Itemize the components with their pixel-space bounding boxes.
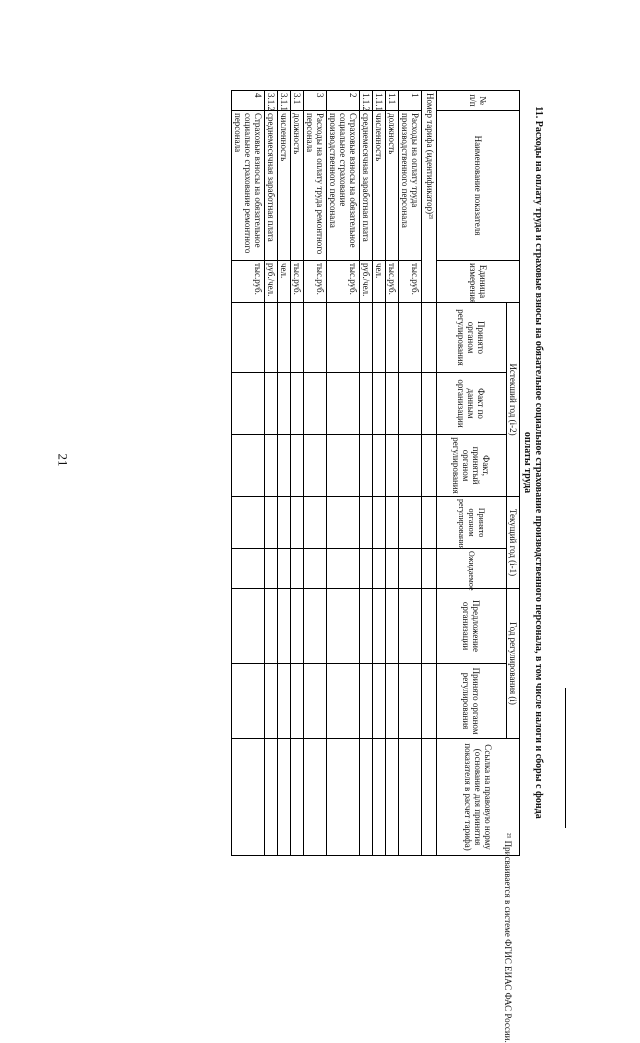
value-cell xyxy=(278,497,291,549)
header-name: Наименование показателя xyxy=(437,111,520,261)
footnote-divider xyxy=(565,688,566,828)
value-cell xyxy=(265,373,278,435)
row-unit: руб./чел. xyxy=(360,261,373,303)
value-cell xyxy=(278,664,291,739)
value-cell xyxy=(232,739,265,856)
row-number: 2 xyxy=(327,91,360,111)
value-cell xyxy=(373,589,386,664)
value-cell xyxy=(291,549,304,589)
value-cell xyxy=(291,497,304,549)
header-fact-by-org: Факт по данным организации xyxy=(437,373,507,435)
value-cell xyxy=(265,739,278,856)
value-cell xyxy=(278,303,291,373)
value-cell xyxy=(304,373,327,435)
table-row xyxy=(232,91,265,856)
value-cell xyxy=(399,303,422,373)
value-cell xyxy=(327,589,360,664)
value-cell xyxy=(399,589,422,664)
row-name: Расходы на оплату труда ремонтного персонала xyxy=(304,111,327,261)
row-unit: чел. xyxy=(278,261,291,303)
header-current-approved: Принято органом регулирования xyxy=(437,497,507,549)
footnote: ²¹ Присваивается в системе ФГИС ЕИАС ФАС России. xyxy=(503,833,513,1043)
value-cell xyxy=(386,549,399,589)
value-cell xyxy=(291,435,304,497)
value-cell xyxy=(327,739,360,856)
header-legal-ref: Ссылка на правовую норму (основание для принятия показателя в расчет тарифа) xyxy=(437,739,520,856)
table-row xyxy=(278,91,291,856)
value-cell xyxy=(304,549,327,589)
value-cell xyxy=(278,739,291,856)
row-unit: тыс.руб. xyxy=(327,261,360,303)
row-name: численность xyxy=(373,111,386,261)
row-name: численность xyxy=(278,111,291,261)
value-cell xyxy=(399,549,422,589)
table-row xyxy=(373,91,386,856)
value-cell xyxy=(291,373,304,435)
value-cell xyxy=(291,589,304,664)
value-cell xyxy=(373,497,386,549)
value-cell xyxy=(232,373,265,435)
header-unit: Единица измерения xyxy=(437,261,520,303)
value-cell xyxy=(360,497,373,549)
value-cell xyxy=(304,497,327,549)
row-name: Расходы на оплату труда производственного персонала xyxy=(399,111,422,261)
value-cell xyxy=(304,664,327,739)
value-cell xyxy=(399,739,422,856)
header-approved-by-regulator: Принято органом регулирования xyxy=(437,303,507,373)
value-cell xyxy=(278,373,291,435)
value-cell xyxy=(386,373,399,435)
value-cell xyxy=(232,303,265,373)
header-num: № п/п xyxy=(437,91,520,111)
table-row xyxy=(291,91,304,856)
row-unit: тыс.руб. xyxy=(291,261,304,303)
row-number: 3 xyxy=(304,91,327,111)
row-number: 3.1 xyxy=(291,91,304,111)
value-cell xyxy=(265,303,278,373)
row-unit: чел. xyxy=(373,261,386,303)
table-row xyxy=(360,91,373,856)
value-cell xyxy=(265,549,278,589)
value-cell xyxy=(278,435,291,497)
value-cell xyxy=(327,373,360,435)
value-cell xyxy=(373,549,386,589)
row-number: 1 xyxy=(399,91,422,111)
value-cell xyxy=(232,497,265,549)
table-row xyxy=(304,91,327,856)
value-cell xyxy=(373,303,386,373)
value-cell xyxy=(386,303,399,373)
table-row xyxy=(265,91,278,856)
value-cell xyxy=(399,373,422,435)
value-cell xyxy=(373,373,386,435)
row-number: 3.1.1 xyxy=(278,91,291,111)
table-row xyxy=(386,91,399,856)
header-period-minus2: Истекший год (i-2) xyxy=(507,303,520,497)
row-name: Страховые взносы на обязательное социальное страхование производственного персонала xyxy=(327,111,360,261)
value-cell xyxy=(386,589,399,664)
value-cell xyxy=(373,664,386,739)
value-cell xyxy=(304,739,327,856)
value-cell xyxy=(327,664,360,739)
row-number: 3.1.2 xyxy=(265,91,278,111)
value-cell xyxy=(360,739,373,856)
row-name: должность xyxy=(386,111,399,261)
row-name: среднемесячная заработная плата xyxy=(265,111,278,261)
header-expected: Ожидаемое xyxy=(437,549,507,589)
header-org-proposal: Предложение организации xyxy=(437,589,507,664)
value-cell xyxy=(278,589,291,664)
row-unit: тыс.руб. xyxy=(399,261,422,303)
row-name: Страховые взносы на обязательное социальное страхование ремонтного персонала xyxy=(232,111,265,261)
value-cell xyxy=(327,435,360,497)
expenses-table xyxy=(231,90,520,856)
section-title: 11. Расходы на оплату труда и страховые взносы на обязательное социальное страхование производственного персонала, в том числе налоги и сборы с фонда оплаты труда xyxy=(522,106,544,819)
value-cell xyxy=(291,739,304,856)
value-cell xyxy=(265,435,278,497)
value-cell xyxy=(265,497,278,549)
value-cell xyxy=(327,549,360,589)
value-cell xyxy=(373,739,386,856)
row-unit: руб./чел. xyxy=(265,261,278,303)
value-cell xyxy=(386,497,399,549)
value-cell xyxy=(265,589,278,664)
value-cell xyxy=(360,589,373,664)
value-cell xyxy=(232,549,265,589)
value-cell xyxy=(232,435,265,497)
row-unit: тыс.руб. xyxy=(304,261,327,303)
value-cell xyxy=(360,303,373,373)
tariff-form-table-rotated xyxy=(109,90,545,851)
value-cell xyxy=(304,303,327,373)
value-cell xyxy=(399,664,422,739)
row-unit: тыс.руб. xyxy=(386,261,399,303)
value-cell xyxy=(232,589,265,664)
value-cell xyxy=(304,589,327,664)
header-reg-approved: Принято органом регулирования xyxy=(437,664,507,739)
value-cell xyxy=(291,303,304,373)
value-cell xyxy=(278,549,291,589)
value-cell xyxy=(265,664,278,739)
header-current-year: Текущий год (i-1) xyxy=(507,497,520,589)
row-name: среднемесячная заработная плата xyxy=(360,111,373,261)
header-fact-accepted: Факт, принятый органом регулирования xyxy=(437,435,507,497)
value-cell xyxy=(304,435,327,497)
table-row xyxy=(399,91,422,856)
value-cell xyxy=(386,664,399,739)
value-cell xyxy=(360,549,373,589)
row-number: 1.1.2 xyxy=(360,91,373,111)
header-regulation-year: Год регулирования (i) xyxy=(507,589,520,739)
value-cell xyxy=(360,373,373,435)
row-number: 4 xyxy=(232,91,265,111)
value-cell xyxy=(327,303,360,373)
value-cell xyxy=(360,664,373,739)
value-cell xyxy=(232,664,265,739)
value-cell xyxy=(386,739,399,856)
row-number: 1.1.1 xyxy=(373,91,386,111)
row-number: 1.1 xyxy=(386,91,399,111)
value-cell xyxy=(399,497,422,549)
value-cell xyxy=(386,435,399,497)
row-unit: тыс.руб. xyxy=(232,261,265,303)
value-cell xyxy=(373,435,386,497)
value-cell xyxy=(291,664,304,739)
tariff-row-label: Номер тарифа (идентификатор)²¹ xyxy=(422,91,437,303)
value-cell xyxy=(399,435,422,497)
value-cell xyxy=(327,497,360,549)
value-cell xyxy=(360,435,373,497)
table-row xyxy=(327,91,360,856)
row-name: должность xyxy=(291,111,304,261)
page-number: 21 xyxy=(55,453,71,467)
